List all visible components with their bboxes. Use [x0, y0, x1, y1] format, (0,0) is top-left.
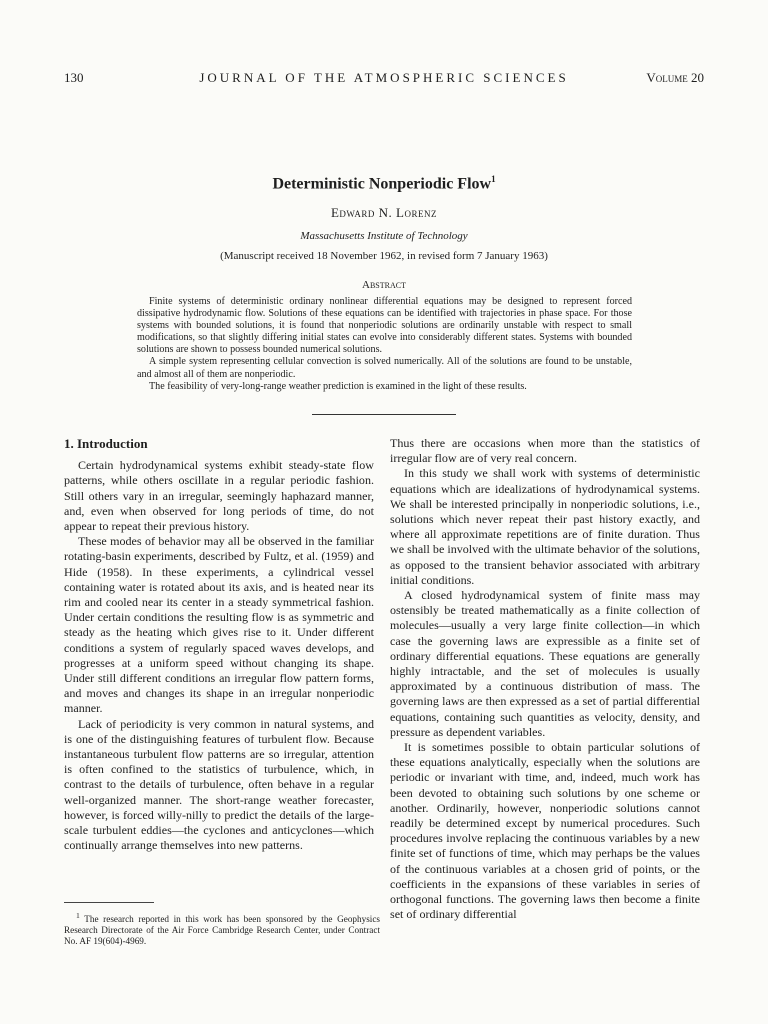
- page-number: 130: [64, 70, 84, 85]
- body-paragraph: It is sometimes possible to obtain particular solutions of these equations analytically, especially when the solutions are periodic or invariant with time, and, indeed, much work has been devoted to obtaining such solutions by one scheme or another. Ordinarily, however, nonperiodic solutions cannot readily be determined except by numerical procedures. Such procedures involve replacing the continuous variables by a new finite set of functions of time, which may perhaps be the values of the continuous variables at a chosen grid of points, or the coefficients in the expansions of these variables in series of orthogonal functions. The governing laws then become a finite set of ordinary differential: [390, 740, 700, 922]
- body-paragraph: A closed hydrodynamical system of finite mass may ostensibly be treated mathematically as a finite collection of molecules—usually a very large finite collection—in which case the governing laws are expressible as a finite set of ordinary differential equations. These equations are generally highly intractable, and the set of molecules is usually approximated by a continuous distribution of mass. The governing laws are then expressed as a set of partial differential equations, containing such quantities as velocity, density, and pressure as dependent variables.: [390, 588, 700, 739]
- manuscript-dates: (Manuscript received 18 November 1962, in revised form 7 January 1963): [220, 250, 548, 262]
- body-paragraph: These modes of behavior may all be observed in the familiar rotating-basin experiments, described by Fultz, et al. (1959) and Hide (1958). In these experiments, a cylindrical vessel containing water is rotated about its axis, and is heated near its rim and cooled near its center in a steady symmetrical fashion. Under certain conditions the resulting flow is as symmetric and steady as the heating which gives rise to it. Under different conditions a system of regularly spaced waves develops, and progresses at a uniform speed without changing its shape. Under still different conditions an irregular flow pattern forms, and moves and changes its shape in an irregular nonperiodic manner.: [64, 534, 374, 716]
- abstract-paragraph: A simple system representing cellular convection is solved numerically. All of the solutions are found to be unstable, and almost all of them are nonperiodic.: [137, 356, 632, 380]
- right-column: [390, 436, 700, 923]
- footnote-mark: 1: [76, 911, 80, 920]
- body-paragraph: Lack of periodicity is very common in natural systems, and is one of the distinguishing features of turbulent flow. Because instantaneous turbulent flow patterns are so irregular, attention is often confined to the statistics of turbulence, which, in contrast to the details of turbulence, often behave in a regular well-organized manner. The short-range weather forecaster, however, is forced willy-nilly to predict the details of the large-scale turbulent eddies—the cyclones and anticyclones—which continually arrange themselves into new patterns.: [64, 716, 374, 853]
- footnote-divider: [64, 902, 154, 903]
- article-title-text: Deterministic Nonperiodic Flow: [272, 175, 492, 193]
- abstract-paragraph: The feasibility of very-long-range weather prediction is examined in the light of these results.: [149, 380, 527, 392]
- footnote-text: The research reported in this work has been sponsored by the Geophysics Research Directorate of the Air Force Cambridge Research Center, under Contract No. AF 19(604)-4969.: [64, 914, 380, 947]
- abstract-body: [137, 296, 632, 393]
- running-header: [64, 70, 704, 90]
- abstract-heading: Abstract: [362, 279, 406, 291]
- article-title: [0, 174, 768, 193]
- body-paragraph: Thus there are occasions when more than the statistics of irregular flow are of very real concern.: [390, 436, 700, 466]
- volume-label: Volume 20: [646, 70, 704, 85]
- author-name: Edward N. Lorenz: [330, 205, 437, 220]
- body-paragraph: Certain hydrodynamical systems exhibit steady-state flow patterns, while others oscillate in a regular periodic fashion. Still others vary in an irregular, seemingly haphazard manner, and, even when observed for long periods of time, do not appear to repeat their previous history.: [64, 458, 374, 534]
- section-heading: 1. Introduction: [64, 436, 148, 451]
- title-footnote-mark: 1: [491, 174, 496, 184]
- left-column: [64, 436, 374, 853]
- body-paragraph: In this study we shall work with systems of deterministic equations which are idealizations of hydrodynamical systems. We shall be interested principally in nonperiodic solutions, i.e., solutions which never repeat their past history exactly, and where all approximate repetitions are of finite duration. Thus we shall be involved with the ultimate behavior of the solutions, as opposed to the transient behavior associated with arbitrary initial conditions.: [390, 466, 700, 587]
- footnote: [64, 910, 380, 948]
- abstract-paragraph: Finite systems of deterministic ordinary nonlinear differential equations may be designed to represent forced dissipative hydrodynamic flow. Solutions of these equations can be identified with trajectories in phase space. For those systems with bounded solutions, it is found that nonperiodic solutions are ordinarily unstable with respect to small modifications, so that slightly differing initial states can evolve into considerably different states. Systems with bounded solutions are shown to possess bounded numerical solutions.: [137, 296, 632, 356]
- author-affiliation: Massachusetts Institute of Technology: [300, 230, 468, 242]
- journal-name: JOURNAL OF THE ATMOSPHERIC SCIENCES: [199, 70, 569, 85]
- section-divider: [312, 414, 456, 415]
